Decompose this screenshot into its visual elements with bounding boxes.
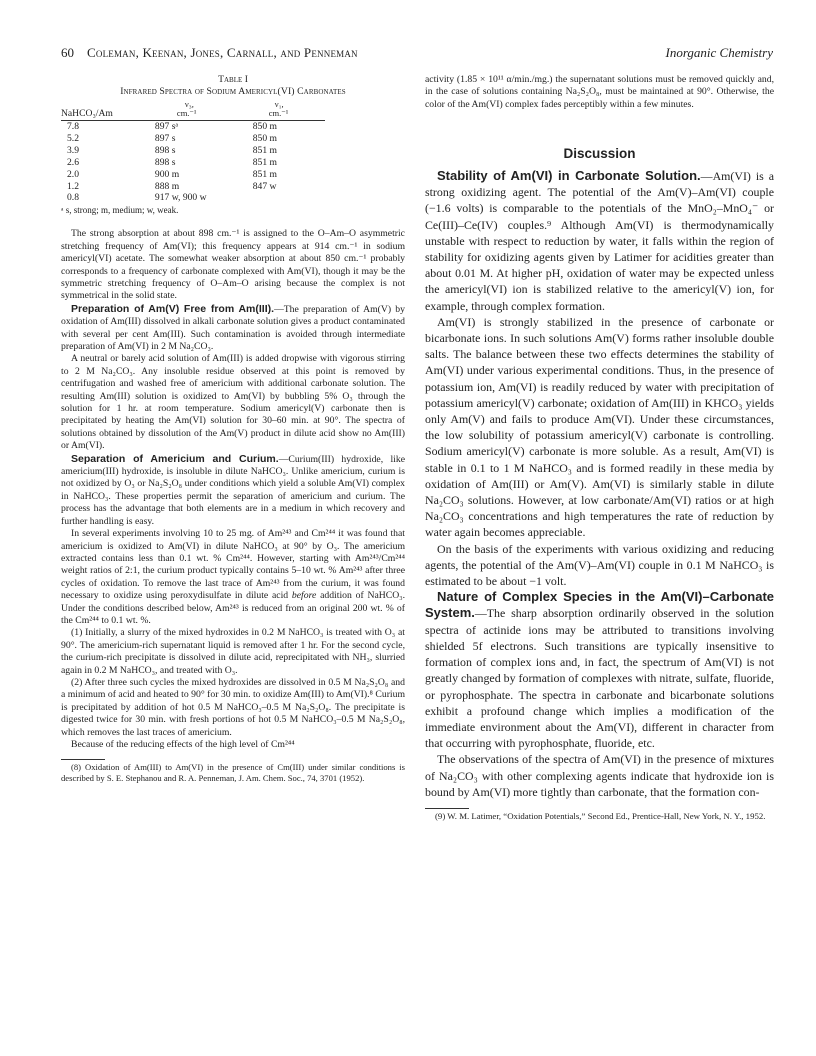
table-caption: Infrared Spectra of Sodium Americyl(VI) Carbonates xyxy=(120,86,346,97)
paragraph-text: addition of NaHCO₃. Under the conditions described below, Am²⁴³ is reduced from an original 200 wt. % of the Cm²⁴⁴ to 0.1 wt. %. xyxy=(61,590,405,626)
paragraph: On the basis of the experiments with various oxidizing and reducing agents, the potential of the Am(V)–Am(VI) couple in 0.1 M NaHCO₃ is estimated to be about −1 volt. xyxy=(425,541,774,589)
table-row xyxy=(61,169,325,181)
nu1-cell: 850 m xyxy=(252,132,278,144)
table-row xyxy=(61,121,325,133)
nu1-cell xyxy=(253,192,325,204)
nu3-cell: 898 s xyxy=(154,156,176,168)
table-footnote: ᵃ s, strong; m, medium; w, weak. xyxy=(61,205,179,216)
nu1-cell: 847 w xyxy=(252,180,277,192)
footnote: (9) W. M. Latimer, “Oxidation Potentials,” Second Ed., Prentice-Hall, New York, N. Y., 1952. xyxy=(435,810,766,821)
paragraph xyxy=(61,303,405,354)
paragraph-text: —Curium(III) hydroxide, like americium(III) hydroxide, is insoluble in dilute NaHCO₃. Unlike americium, curium is not oxidized by O₃ or Na₂S₂O₈ under conditions which yield a soluble Am(VI) complex in NaHCO₃. These properties permit the separation of americium and curium. The process has the advantage that both elements are in a medium in which recovery and further handling is easy. xyxy=(61,453,405,527)
paragraph xyxy=(61,528,405,627)
nu3-cell: 900 m xyxy=(154,168,180,180)
footnote-divider xyxy=(61,759,105,760)
running-head xyxy=(61,44,773,62)
paragraph-text: —The sharp absorption ordinarily observed in the solution spectra of actinide ions may be attributed to transitions involving shielded 5f electrons. Such transitions are typically insensitive to formation of complex ions and, in fact, the spectrum of Am(VI) is not greatly changed by formation of complexes with nitrate, sulfate, fluoride, or pyrophosphate. The spectra in carbonate and bicarbonate solutions exhibit a profound change which implies a modification of the immediate environment about the Am(VI), different in character from that occurring with pyrophosphate, fluoride, etc. xyxy=(425,606,774,751)
section-heading: Stability of Am(VI) in Carbonate Solution. xyxy=(437,168,701,183)
column-header-nu1-symbol: ν₁, xyxy=(274,99,284,109)
column-header-ratio-label: NaHCO₃/Am xyxy=(61,108,113,119)
emphasis: before xyxy=(291,590,317,602)
page-number: 60 xyxy=(61,45,74,60)
section-heading: Preparation of Am(V) Free from Am(III). xyxy=(71,302,275,315)
nu3-cell: 917 w, 900 w xyxy=(154,192,207,204)
paragraph xyxy=(425,168,774,314)
author-list: Coleman, Keenan, Jones, Carnall, and Penneman xyxy=(87,45,358,60)
paragraph: The strong absorption at about 898 cm.⁻¹ is assigned to the O–Am–O asymmetric stretching frequency of Am(VI); this frequency appears at 914 cm.⁻¹ in sodium americyl(VI) acetate. The somewhat weaker absorption at about 850 cm.⁻¹ probably corresponds to a frequency of carbonate complexed with Am(VI), though it may be the symmetric stretching frequency of O–Am–O arising because the complex is not symmetrical in the solid state. xyxy=(61,228,405,302)
column-header-nu3-symbol: ν₃, xyxy=(184,99,194,109)
paragraph: Am(VI) is strongly stabilized in the presence of carbonate or bicarbonate ions. In such solutions Am(V) forms rather insoluble double salts. The balance between these two effects determines the stability of Am(VI) under various experimental conditions. Thus, in the presence of potassium ion, Am(VI) is readily reduced by water with precipitation of potassium americyl(V) carbonate; oxidation of Am(III) in KHCO₃ yields only Am(V) and fails to produce Am(VI). Under these circumstances, the low solubility of potassium americyl(V) carbonate is controlling. Sodium americyl(V) carbonate is more soluble. As a result, Am(VI) is stable in 0.1 to 1 M NaHCO₃ and is formed readily in these media by oxidation of Am(III) or Am(V). Am(VI) is similarly stable in dilute Na₂CO₃ solutions. However, at low carbonate/Am(VI) ratios or at high Na₂CO₃ concentrations and high temperatures the rate of reduction by water again becomes appreciable. xyxy=(425,314,774,540)
column-header-nu3-unit: cm.⁻¹ xyxy=(176,108,197,118)
footnote-divider xyxy=(425,808,469,809)
right-column xyxy=(425,74,774,111)
nu3-cell: 898 s xyxy=(154,144,176,156)
ratio-cell: 0.8 xyxy=(67,192,79,204)
ratio-cell: 5.2 xyxy=(67,132,79,144)
nu1-cell: 851 m xyxy=(252,168,278,180)
paragraph: activity (1.85 × 10¹¹ α/min./mg.) the supernatant solutions must be removed quickly and, in the case of solutions containing Na₂S₂O₈, must be maintained at 90°. Otherwise, the color of the Am(VI) complex fades perceptibly within a few minutes. xyxy=(425,74,774,110)
left-column xyxy=(61,74,405,784)
nu3-cell: 897 sᵃ xyxy=(154,121,179,132)
journal-name: Inorganic Chemistry xyxy=(665,45,773,60)
table-row xyxy=(61,181,325,193)
ratio-cell: 2.6 xyxy=(67,156,79,168)
section-title-discussion: Discussion xyxy=(563,146,636,161)
column-header-nu1-unit: cm.⁻¹ xyxy=(268,108,289,118)
nu1-cell: 851 m xyxy=(252,144,278,156)
table-row xyxy=(61,145,325,157)
ratio-cell: 1.2 xyxy=(67,180,79,192)
nu1-cell: 850 m xyxy=(252,121,278,132)
footnote: (8) Oxidation of Am(III) to Am(VI) in the presence of Cm(III) under similar conditions is described by S. E. Stephanou and R. A. Penneman, J. Am. Chem. Soc., 74, 3701 (1952). xyxy=(61,762,405,783)
paragraph-text: —Am(VI) is a strong oxidizing agent. The potential of the Am(V)–Am(VI) couple (−1.6 volts) is comparable to the potentials of the MnO₂–MnO₄⁻ or Ce(III)–Ce(IV) couples.⁹ Although Am(VI) is thermodynamically unstable with respect to reduction by water, it falls within the region of stability for oxidizing agents given by Latimer for acidities greater than about 0.01 M. At higher pH, oxidation of water may be expected unless the americyl(VI) ion is stabilized relative to the americyl(V) ion, for example, through complex formation. xyxy=(425,169,774,313)
paragraph: Because of the reducing effects of the high level of Cm²⁴⁴ xyxy=(71,739,295,750)
table-row xyxy=(61,157,325,169)
nu3-cell: 897 s xyxy=(154,132,176,144)
paragraph: A neutral or barely acid solution of Am(III) is added dropwise with vigorous stirring to 2 M Na₂CO₃. Any insoluble residue observed at this point is removed by centrifugation and washed free of americium with additional carbonate solution. The resulting Am(III) solution is oxidized to Am(VI) by bubbling 5% O₃ through the solution for 1 hr. at room temperature. Sodium americyl(V) carbonate then is precipitated by heating the Am(VI) solution for 30–60 min. at 90°. The spectra of solutions obtained by dissolution of the Am(V) product in dilute acid show no Am(III) or Am(VI). xyxy=(61,353,405,452)
right-column-body xyxy=(425,140,774,822)
paragraph: (1) Initially, a slurry of the mixed hydroxides in 0.2 M NaHCO₃ is treated with O₃ at 90°. The americium-rich supernatant liquid is removed after 1 hr. For the second cycle, the curium-rich precipitate is dissolved in dilute acid, reprecipitated with NH₃, slurried again in 0.2 M NaHCO₃, and treated with O₃. xyxy=(61,627,405,676)
paragraph-text: In several experiments involving 10 to 25 mg. of Am²⁴³ and Cm²⁴⁴ it was found that americium is oxidized to Am(VI) in dilute NaHCO₃ at 90° by O₃. The americium extracted contains less than 0.1 wt. % Cm²⁴⁴. However, starting with Am²⁴³/Cm²⁴⁴ weight ratios of 2:1, the curium product typically contains 5–10 wt. % Am²⁴³ after three cycles of oxidation. To remove the last trace of Am²⁴³ from the curium, it was found necessary to oxidize using peroxydisulfate in dilute acid xyxy=(61,528,405,602)
table-row xyxy=(61,192,325,204)
paragraph-text: —The preparation of Am(V) by oxidation of Am(III) dissolved in alkali carbonate solution gives a product contaminated with several per cent Am(III). Such contamination is avoided through intermediate preparation of Am(VI) in 2 M Na₂CO₃. xyxy=(61,303,405,352)
table-row xyxy=(61,133,325,145)
section-heading: Separation of Americium and Curium. xyxy=(71,452,279,465)
paragraph: The observations of the spectra of Am(VI) in the presence of mixtures of Na₂CO₃ with other complexing agents indicate that hydroxide ion is bound by Am(VI) more tightly than carbonate, that the formation con- xyxy=(425,752,774,799)
paragraph: (2) After three such cycles the mixed hydroxides are dissolved in 0.5 M Na₂S₂O₈ and a minimum of acid and heated to 90° for 30 min. to oxidize Am(III) to Am(VI).⁸ Curium is precipitated by addition of hot 0.5 M NaHCO₃–0.5 M Na₂S₂O₈. The precipitate is digested twice for 30 min. with fresh portions of hot 0.5 M NaHCO₃–0.5 M Na₂S₂O₈, which removes the last traces of americium. xyxy=(61,676,405,738)
nu1-cell: 851 m xyxy=(252,156,278,168)
ratio-cell: 2.0 xyxy=(67,168,79,180)
paragraph xyxy=(61,453,405,528)
table-header-row xyxy=(61,109,325,118)
paragraph xyxy=(425,589,774,751)
infrared-spectra-table xyxy=(61,100,325,204)
ratio-cell: 7.8 xyxy=(67,121,79,132)
nu3-cell: 888 m xyxy=(154,180,180,192)
ratio-cell: 3.9 xyxy=(67,144,79,156)
table-title: Table I xyxy=(218,74,248,85)
section-heading: Nature of Complex Species in the Am(VI)–Carbonate System. xyxy=(425,589,774,621)
